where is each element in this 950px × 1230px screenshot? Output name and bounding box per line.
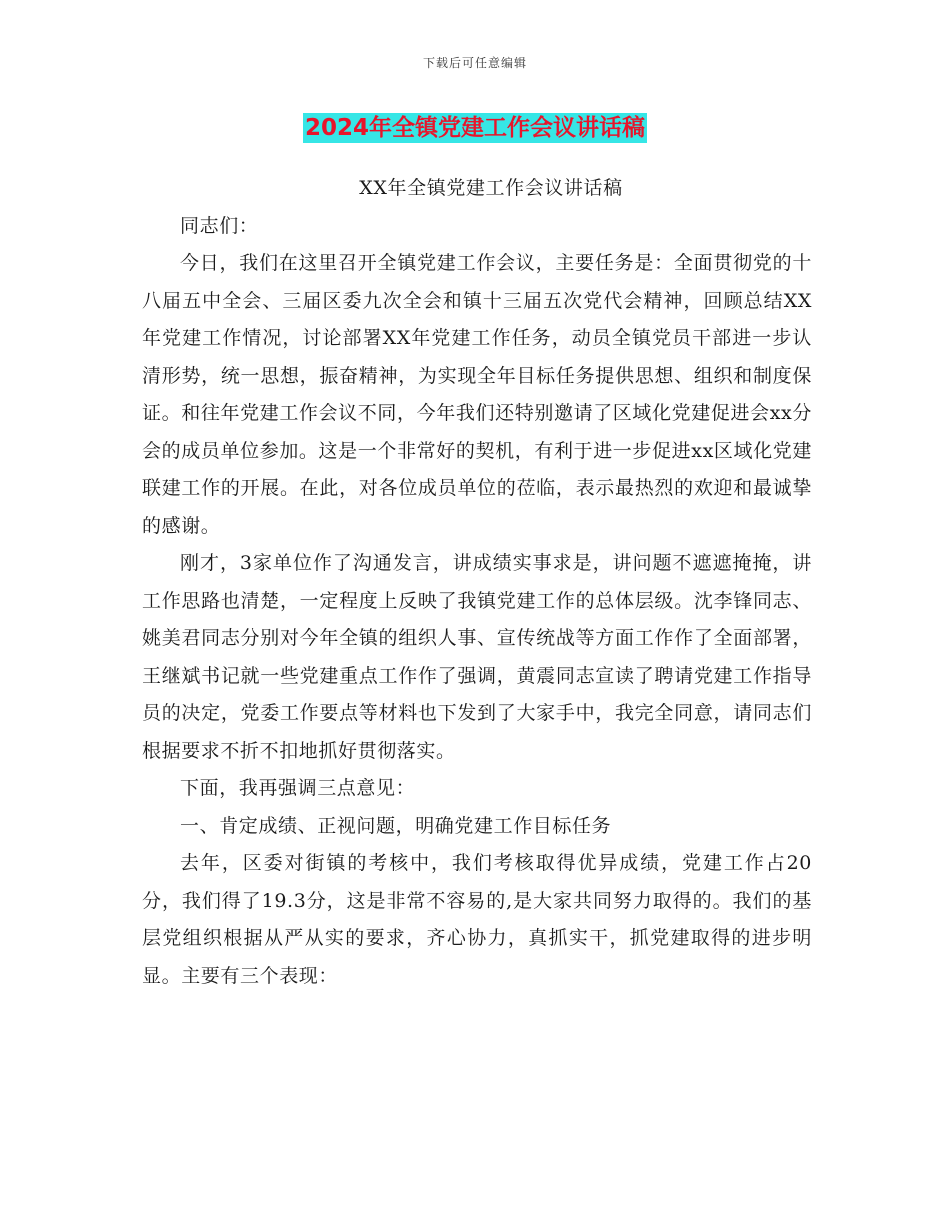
paragraph-achievements: 去年，区委对街镇的考核中，我们考核取得优异成绩，党建工作占20分，我们得了19.3分，这是非常不容易的,是大家共同努力取得的。我们的基层党组织根据从严从实的要求，齐心协力，真抓实干，抓党建取得的进步明显。主要有三个表现： <box>142 852 812 987</box>
document-body <box>142 170 812 995</box>
document-title-wrap <box>0 113 950 143</box>
paragraph-opening: 今日，我们在这里召开全镇党建工作会议，主要任务是：全面贯彻党的十八届五中全会、三届区委九次全会和镇十三届五次党代会精神，回顾总结XX年党建工作情况，讨论部署XX年党建工作任务，动员全镇党员干部进一步认清形势，统一思想，振奋精神，为实现全年目标任务提供思想、组织和制度保证。和往年党建工作会议不同，今年我们还特别邀请了区域化党建促进会xx分会的成员单位参加。这是一个非常好的契机，有利于进一步促进xx区域化党建联建工作的开展。在此，对各位成员单位的莅临，表示最热烈的欢迎和最诚挚的感谢。 <box>142 252 812 537</box>
paragraph-reports: 刚才，3家单位作了沟通发言，讲成绩实事求是，讲问题不遮遮掩掩，讲工作思路也清楚，一定程度上反映了我镇党建工作的总体层级。沈李锋同志、姚美君同志分别对今年全镇的组织人事、宣传统战等方面工作作了全面部署，王继斌书记就一些党建重点工作作了强调，黄震同志宣读了聘请党建工作指导员的决定，党委工作要点等材料也下发到了大家手中，我完全同意，请同志们根据要求不折不扣地抓好贯彻落实。 <box>142 552 812 762</box>
paragraph-transition: 下面，我再强调三点意见： <box>180 777 416 799</box>
section-heading-1: 一、肯定成绩、正视问题，明确党建工作目标任务 <box>180 814 612 837</box>
document-subtitle: XX年全镇党建工作会议讲话稿 <box>359 177 623 199</box>
document-title: 2024年全镇党建工作会议讲话稿 <box>304 115 645 141</box>
paragraph-salutation: 同志们： <box>180 214 259 237</box>
header-note: 下载后可任意编辑 <box>422 56 527 70</box>
